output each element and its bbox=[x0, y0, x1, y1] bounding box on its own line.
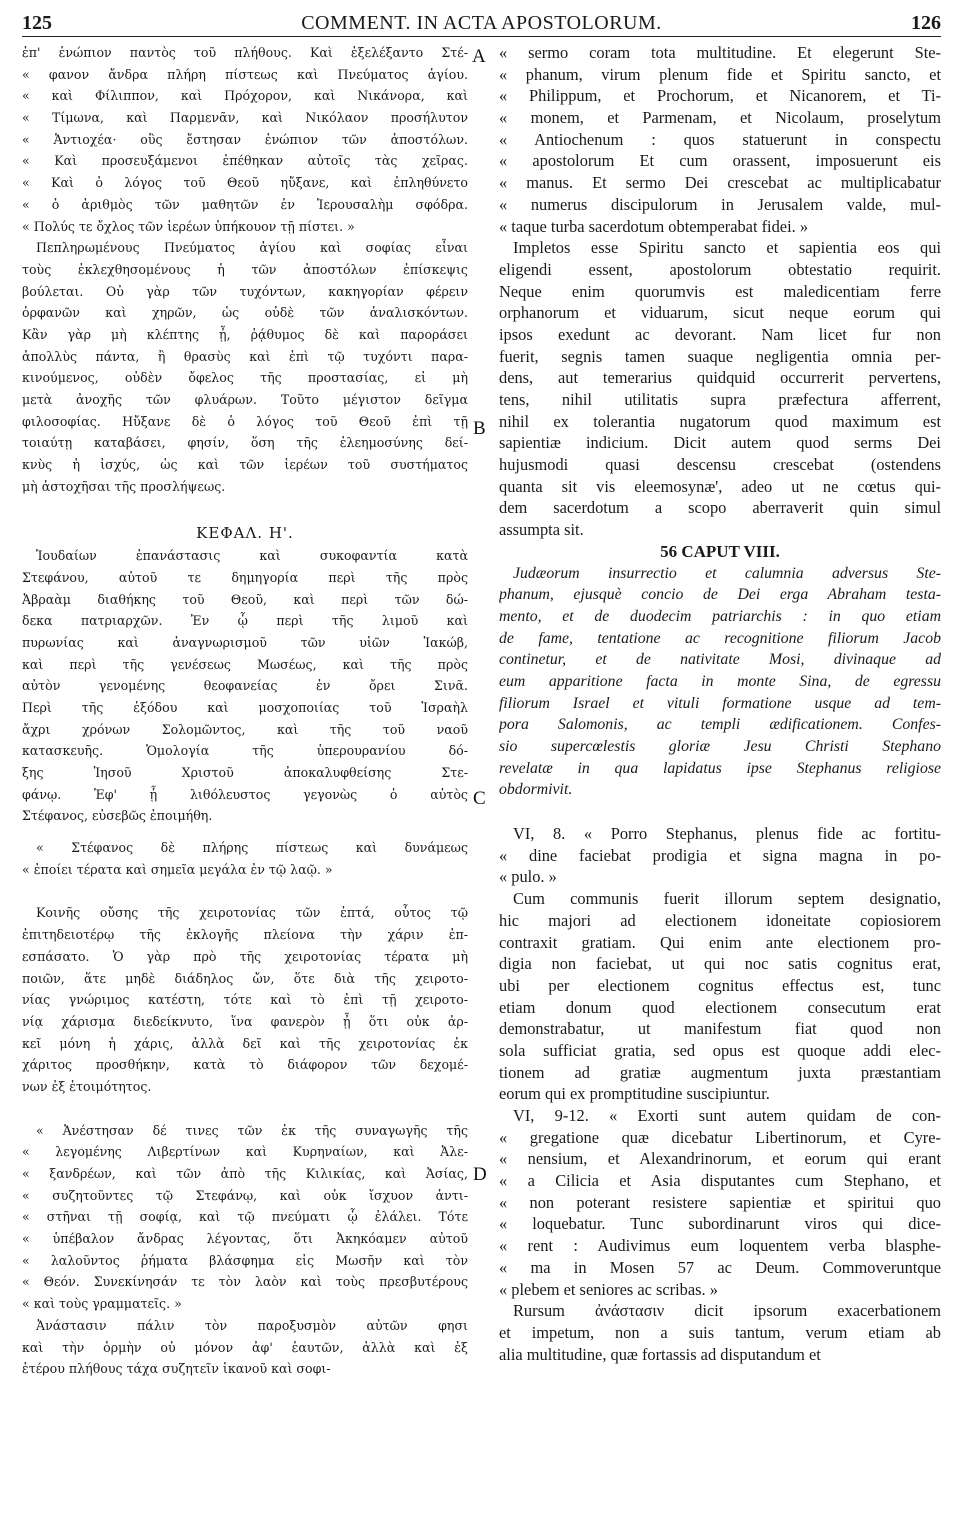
text-line: sola sufficiat gratia, sed opus est quoque addi elec- bbox=[499, 1040, 941, 1060]
text-line: « monem, et Parmenam, et Nicolaum, proselytum bbox=[499, 108, 941, 128]
text-line: dem sacerdotum a scopo aberraverit quin simul bbox=[499, 498, 941, 518]
text-line: assumpta sit. bbox=[499, 520, 584, 540]
text-line: contraxit gratiam. Qui enim ante electionem pro- bbox=[499, 932, 941, 952]
text-line: VI, 9-12. « Exorti sunt autem quidam de con- bbox=[513, 1106, 941, 1125]
text-line: « gregatione quæ dicebatur Libertinorum, et Cyre- bbox=[499, 1127, 941, 1147]
text-line: « ὁ ἀριθμὸς τῶν μαθητῶν ἐν Ἱερουσαλὴμ σφόδρα. bbox=[22, 196, 468, 212]
text-line: orphanorum et viduarum, sicut neque eorum qui bbox=[499, 303, 941, 323]
text-line: Neque enim quorumvis est maledicentiam ferre bbox=[499, 281, 941, 301]
text-line: « συζητοῦντες τῷ Στεφάνῳ, καὶ οὐκ ἴσχυον ἀντι- bbox=[22, 1187, 468, 1203]
text-line: ἐπιτηδειοτέρῳ τῆς ἐκλογῆς πλείονα τὴν χάριν ἐπ- bbox=[22, 927, 468, 943]
text-line: Impletos esse Spiritu sancto et sapientia eos qui bbox=[513, 238, 941, 258]
text-line: nihil ex tolerantia nugatorum quod maximum est bbox=[499, 411, 941, 431]
greek-chapter-summary bbox=[22, 545, 468, 827]
greek-scripture-quote-2 bbox=[22, 1120, 468, 1380]
text-line: etiam donum quod electionem consecutum erat bbox=[499, 997, 941, 1017]
margin-letter-d: D bbox=[473, 1164, 487, 1185]
text-line: αὐτὸν γενομένης θεοφανείας ἐν ὄρει Σινᾶ. bbox=[22, 678, 468, 694]
text-line: « φανον ἄνδρα πλήρη πίστεως καὶ Πνεύματος ἁγίου. bbox=[22, 66, 468, 82]
text-line: μετὰ ἀνοχῆς τῶν φλυάρων. Τοῦτο μέγιστον δεῖγμα bbox=[22, 392, 468, 407]
text-line: « loquebatur. Tunc subordinarunt viros qui dice- bbox=[499, 1214, 941, 1234]
text-line: « Καὶ προσευξάμενοι ἐπέθηκαν αὐτοῖς τὰς χεῖρας. bbox=[22, 153, 468, 169]
text-line: ὀρφανῶν καὶ χηρῶν, ὡς οὐδὲ τῶν ἀναλισκόντων. bbox=[22, 305, 468, 321]
text-line: eum apparitione facta in monte Sina, de egressu bbox=[499, 672, 941, 690]
text-line: εσπάσατο. Ὁ γὰρ πρὸ τῆς χειροτονίας τέρατα μὴ bbox=[22, 948, 468, 964]
text-line: « λαλοῦντος ῥήματα βλάσφημα εἰς Μωσῆν καὶ τὸν bbox=[22, 1252, 468, 1268]
text-line: χάριτος προσθήκην, κατὰ τὸ διάφορον τῶν δεχομέ- bbox=[22, 1057, 468, 1073]
text-line: « rent : Audivimus eum loquentem verba blasphe- bbox=[499, 1236, 941, 1256]
text-line: de fame, tentatione ac recognitione filiorum Jacob bbox=[499, 629, 941, 647]
text-line: « nensium, et Alexandrinorum, et eorum qui erant bbox=[499, 1149, 941, 1169]
text-line: « Πολύς τε ὄχλος τῶν ἱερέων ὑπήκουον τῇ πίστει. » bbox=[22, 218, 355, 234]
text-line: κεῖ μόνη ἡ χάρις, ἀλλὰ δεῖ καὶ τῆς χειροτονίας ἐκ bbox=[22, 1035, 468, 1051]
text-line: πυρωνίας καὶ ἀναγνωρισμοῦ τῶν υἱῶν Ἰακώβ, bbox=[22, 634, 468, 650]
latin-commentary bbox=[499, 823, 941, 1365]
text-line: VI, 8. « Porro Stephanus, plenus fide ac fortitu- bbox=[513, 824, 941, 844]
text-line: Στεφάνου, αὐτοῦ τε δημηγορία περὶ τῆς πρὸς bbox=[22, 569, 468, 585]
text-line: « ma in Mosen 57 ac Deum. Commoveruntque bbox=[499, 1257, 941, 1277]
text-line: « apostolorum Et cum orassent, imposuerunt eis bbox=[499, 151, 941, 171]
text-line: Ἰουδαίων ἐπανάστασις καὶ συκοφαντία κατὰ bbox=[36, 548, 468, 564]
text-line: obdormivit. bbox=[499, 781, 573, 799]
text-line: hujusmodi quasi descensu crescebat (ostendens bbox=[499, 455, 941, 475]
text-line: φιλοσοφίας. Ηὔξανε δὲ ὁ λόγος τοῦ Θεοῦ ἐπὶ τῇ bbox=[22, 413, 468, 429]
text-line: Πεπληρωμένους Πνεύματος ἁγίου καὶ σοφίας εἶναι bbox=[36, 240, 468, 256]
text-line: κνὺς ἡ ἰσχύς, ὡς καὶ τῶν ἱερέων τοῦ συστήματος bbox=[22, 457, 468, 473]
text-line: μὴ ἀστοχῆσαι τῆς προσλήψεως. bbox=[22, 478, 226, 494]
text-line: ubi per electionem cognitus effectus est, tunc bbox=[499, 975, 941, 995]
text-line: alia multitudine, quæ fortassis ad disputandum et bbox=[499, 1344, 821, 1364]
text-line: tens, nihil utilitatis supra præfectura afferrent, bbox=[499, 390, 941, 409]
text-line: « plebem et seniores ac scribas. » bbox=[499, 1279, 718, 1299]
text-line: « στῆναι τῇ σοφίᾳ, καὶ τῷ πνεύματι ᾧ ἐλάλει. Τότε bbox=[22, 1209, 468, 1225]
text-line: tionem ad gratiæ augmentum juxta præstantiam bbox=[499, 1062, 941, 1082]
text-line: eligendi essent, apostolorum obtestatio requirit. bbox=[499, 259, 941, 279]
margin-letter-b: B bbox=[473, 418, 486, 439]
text-line: « sermo coram tota multitudine. Et elegerunt Ste- bbox=[499, 43, 941, 62]
text-line: Judæorum insurrectio et calumnia adversus Ste- bbox=[513, 564, 941, 582]
text-line: ἑτέρου πλήθους τάχα συζητεῖν ἱκανοῦ καὶ σοφι- bbox=[22, 1361, 331, 1377]
text-line: « Ἀντιοχέα· οὓς ἔστησαν ἐνώπιον τῶν ἀποστόλων. bbox=[22, 131, 468, 147]
text-line: « Θεόν. Συνεκίνησάν τε τὸν λαὸν καὶ τοὺς πρεσβυτέρους bbox=[22, 1274, 468, 1290]
text-line: « manus. Et sermo Dei crescebat ac multiplicabatur bbox=[499, 173, 941, 193]
text-line: « Philippum, et Prochorum, et Nicanorem, et Ti- bbox=[499, 86, 941, 106]
text-line: « ξανδρέων, καὶ τῶν ἀπὸ τῆς Κιλικίας, καὶ Ἀσίας, bbox=[22, 1166, 468, 1181]
text-line: « καὶ Φίλιππον, καὶ Πρόχορον, καὶ Νικάνορα, καὶ bbox=[22, 88, 468, 104]
text-line: Κἂν γὰρ μὴ κλέπτης ᾖ, ῥᾴθυμος δὲ καὶ παροράσει bbox=[22, 326, 468, 342]
text-line: « pulo. » bbox=[499, 867, 557, 887]
greek-scripture-quote-1 bbox=[22, 837, 468, 880]
text-line: eorum qui ex promptitudine suscipiuntur. bbox=[499, 1084, 770, 1104]
text-line: δεκα πατριαρχῶν. Ἐν ᾧ περὶ τῆς λιμοῦ καὶ bbox=[22, 613, 468, 629]
text-line: καὶ περὶ τῆς γενέσεως Μωσέως, καὶ τῆς πρὸς bbox=[22, 656, 468, 672]
text-line: νων ἐξ ἑτοιμότητος. bbox=[22, 1078, 152, 1094]
text-line: κατασκευῆς. Ὁμολογία τῆς ὑπερουρανίου δό- bbox=[22, 743, 468, 759]
text-line: ἄχρι χρόνων Σολομῶντος, καὶ τῆς τοῦ ναοῦ bbox=[22, 721, 468, 737]
greek-text-block-1 bbox=[22, 42, 468, 497]
latin-column bbox=[499, 42, 941, 1365]
text-line: ἀπολλὺς πάντα, ἢ θρασὺς καὶ ἐπὶ τῷ τυχόντι παρα- bbox=[22, 348, 468, 364]
text-line: Στέφανος, εὐσεβῶς ἐποιμήθη. bbox=[22, 808, 213, 824]
latin-chapter-heading: 56 CAPUT VIII. bbox=[660, 541, 780, 561]
text-line: mento, et de duodecim patriarchis : in quo etiam bbox=[499, 607, 941, 625]
latin-text-block-1 bbox=[499, 42, 941, 541]
text-line: τοιαύτῃ καταβάσει, φησίν, ὅση τῆς ἐλεημοσύνης δεί- bbox=[22, 435, 468, 451]
text-line: demonstrabatur, ut manifestum fiat quod non bbox=[499, 1019, 941, 1039]
text-line: βούλεται. Οὐ γὰρ τῶν τυχόντων, κακηγορίαν φέρειν bbox=[22, 283, 468, 299]
text-line: τοὺς ἐκλεχθησομένους ἡ τῶν ἀποστόλων ἐπίσκεψις bbox=[22, 261, 468, 277]
text-line: « Antiochenum : quos statuerunt in conspectu bbox=[499, 129, 941, 149]
text-line: « Καὶ ὁ λόγος τοῦ Θεοῦ ηὔξανε, καὶ ἐπληθύνετο bbox=[22, 175, 468, 191]
text-line: « Στέφανος δὲ πλήρης πίστεως καὶ δυνάμεως bbox=[36, 840, 468, 856]
text-line: νίας γνώριμος κατέστη, τότε καὶ τὸ ἐπὶ τῇ χειροτο- bbox=[22, 992, 468, 1008]
text-line: « a Cilicia et Asia disputantes cum Stephano, et bbox=[499, 1171, 941, 1191]
text-line: sio supercœlestis gloriæ Jesu Christi Stephano bbox=[499, 738, 941, 755]
page-number-right: 126 bbox=[911, 12, 941, 34]
text-line: Rursum ἀνάστασιν dicit ipsorum exacerbationem bbox=[513, 1301, 941, 1321]
text-line: digia non faciebat, ut qui noc satis cognitus erat, bbox=[499, 954, 941, 974]
text-line: Περὶ τῆς ἐξόδου καὶ μοσχοποιίας τοῦ Ἰσραὴλ bbox=[22, 699, 468, 715]
text-line: et impetum, non a suis tantum, verum etiam ab bbox=[499, 1322, 941, 1342]
text-line: Cum communis fuerit illorum septem designatio, bbox=[513, 889, 941, 909]
text-line: fuerit, segnis tamen suaque negligentia omnia per- bbox=[499, 346, 941, 366]
text-line: « καὶ τοὺς γραμματεῖς. » bbox=[22, 1296, 182, 1312]
text-line: Ἀνάστασιν πάλιν τὸν παροξυσμὸν αὐτῶν φησι bbox=[36, 1317, 468, 1333]
text-line: καὶ τὴν ὁρμὴν οὐ μόνον ἀφ' ἑαυτῶν, ἀλλὰ καὶ ἐξ bbox=[22, 1339, 468, 1355]
running-header bbox=[22, 6, 941, 37]
text-line: pora Salomonis, ac templi ædificationem. Confes- bbox=[499, 716, 941, 734]
text-line: « ἐποίει τέρατα καὶ σημεῖα μεγάλα ἐν τῷ λαῷ. » bbox=[22, 861, 333, 877]
greek-commentary-1 bbox=[22, 902, 468, 1097]
text-line: ποιῶν, ἅτε μηδὲ διάδηλος ὤν, ὅτε διὰ τῆς χειροτο- bbox=[22, 970, 468, 986]
text-line: « taque turba sacerdotum obtemperabat fidei. » bbox=[499, 216, 809, 236]
text-line: ἐπ' ἐνώπιον παντὸς τοῦ πλήθους. Καὶ ἐξελέξαντο Στέ- bbox=[22, 45, 468, 60]
margin-letter-a: A bbox=[472, 46, 486, 67]
text-line: sapientiæ indicium. Dicit autem quod serms Dei bbox=[499, 433, 941, 453]
text-line: « non poterant resistere sapientiæ et spiritui quo bbox=[499, 1192, 941, 1212]
text-line: « Ἀνέστησαν δέ τινες τῶν ἐκ τῆς συναγωγῆς τῆς bbox=[36, 1122, 468, 1138]
text-line: νίᾳ χάρισμα διεδείκνυτο, ἵνα φανερὸν ᾖ ὅτι οὐκ ἀρ- bbox=[22, 1013, 468, 1029]
text-line: κινούμενος, οὐδὲν ὄφελος τῆς προστασίας, εἰ μὴ bbox=[22, 370, 468, 386]
text-line: revelatæ in qua lapidatus ipse Stephanus religiose bbox=[499, 759, 941, 777]
greek-column bbox=[22, 42, 468, 1380]
text-line: ipsos exedunt ac devorant. Nam licet fur non bbox=[499, 324, 941, 344]
text-line: phanum, ejusquè concio de Dei erga Abraham testa- bbox=[499, 586, 941, 604]
text-line: quanta sit vis eleemosynæ', adeo ut ne cœtus qui- bbox=[499, 476, 941, 496]
text-line: Κοινῆς οὔσης τῆς χειροτονίας τῶν ἑπτά, οὗτος τῷ bbox=[36, 905, 468, 921]
text-line: ξης Ἰησοῦ Χριστοῦ ἀποκαλυφθείσης Στε- bbox=[22, 765, 468, 780]
text-line: « λεγομένης Λιβερτίνων καὶ Κυρηναίων, καὶ Ἀλε- bbox=[22, 1144, 468, 1160]
running-title: COMMENT. IN ACTA APOSTOLORUM. bbox=[301, 12, 662, 34]
latin-chapter-summary bbox=[499, 563, 941, 802]
text-line: « phanum, virum plenum fide et Spiritu sancto, et bbox=[499, 64, 941, 84]
text-line: filiorum Israel et vituli formatione usque ad tem- bbox=[499, 694, 941, 712]
text-line: φάνῳ. Ἐφ' ᾗ λιθόλευστος γεγονὼς ὁ αὐτὸς bbox=[22, 786, 468, 802]
greek-chapter-heading: ΚΕΦΑΛ. Η'. bbox=[196, 524, 294, 543]
text-line: « Τίμωνα, καὶ Παρμενᾶν, καὶ Νικόλαον προσήλυτον bbox=[22, 110, 468, 126]
text-line: « ὑπέβαλον ἄνδρας λέγοντας, ὅτι Ἀκηκόαμεν αὐτοῦ bbox=[22, 1231, 468, 1247]
page-number-left: 125 bbox=[22, 12, 52, 34]
text-line: continetur, et de nativitate Mosi, divinaque ad bbox=[499, 651, 941, 669]
margin-letter-c: C bbox=[473, 788, 486, 809]
text-line: « dine faciebat prodigia et signa magna in po- bbox=[499, 845, 941, 865]
text-line: hic majori ad electionem idoneitate copiosiorem bbox=[499, 910, 941, 930]
text-line: « numerus discipulorum in Jerusalem valde, mul- bbox=[499, 194, 941, 214]
text-line: Ἀβραὰμ διαθήκης τοῦ Θεοῦ, καὶ περὶ τῶν δώ- bbox=[22, 591, 468, 607]
text-line: dens, aut temerarius quidquid occurrerit pervertens, bbox=[499, 368, 941, 388]
